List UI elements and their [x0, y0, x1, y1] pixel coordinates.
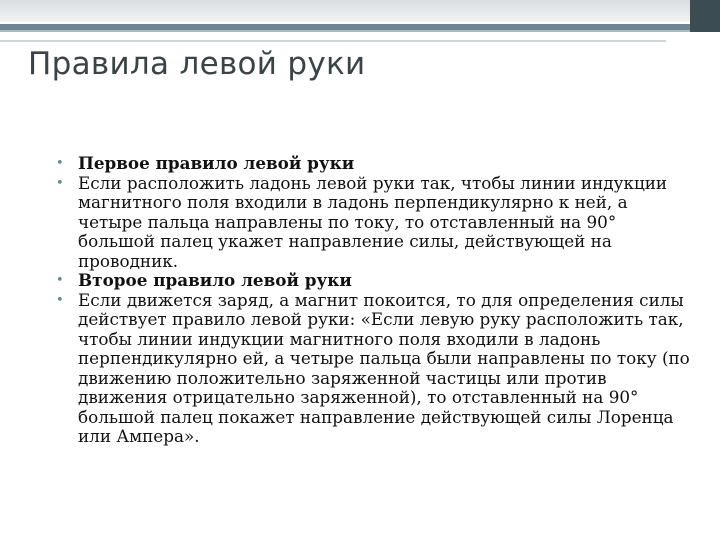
bullet-text: Второе правило левой руки	[78, 270, 352, 290]
bullet-item	[56, 154, 696, 174]
bullet-icon: •	[56, 156, 64, 171]
slide-title: Правила левой руки	[28, 46, 366, 82]
bullet-text: Если расположить ладонь левой руки так, чтобы линии индукции магнитного поля входили в ладонь перпендикулярно к ней, а четыре пальца направлены по току, то отставленный на 90° большой палец укажет направление силы, действующей на проводник.	[78, 172, 668, 271]
bullet-text: Первое правило левой руки	[78, 153, 355, 173]
bullet-text: Если движется заряд, а магнит покоится, то для определения силы действует правило левой руки: «Если левую руку расположить так, чтобы линии индукции магнитного поля входили в ладонь перпендикулярно ей, а четыре пальца были направлены по току (по движению положительно заряженной частицы или против движения отрицательно заряженной), то отставленный на 90° большой палец покажет направление действующей силы Лоренца или Ампера».	[78, 289, 690, 446]
title-divider	[0, 40, 666, 42]
bullet-item	[56, 291, 696, 447]
header-corner-block	[690, 0, 720, 32]
bullet-icon: •	[56, 175, 64, 191]
header-band	[0, 0, 720, 22]
bullet-item	[56, 174, 696, 272]
slide-content	[56, 154, 696, 447]
bullet-icon: •	[56, 273, 64, 288]
header-accent-line	[0, 30, 720, 32]
bullet-item	[56, 271, 696, 291]
bullet-icon: •	[56, 292, 64, 308]
